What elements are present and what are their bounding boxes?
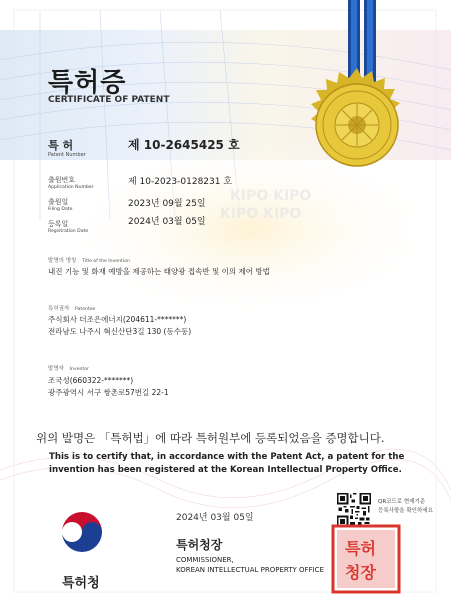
declaration-english-line2: invention has been registered at the Korean Intellectual Property Office. — [49, 465, 402, 475]
filing-date-label-en: Filing Date — [48, 207, 73, 212]
gold-seal-icon — [298, 66, 416, 184]
registration-date-value: 2024년 03월 05일 — [128, 217, 206, 227]
inventor-name: 조국성(660322-*******) — [48, 376, 134, 385]
qr-note-line1: QR코드로 현재기준 — [378, 499, 426, 505]
patent-number-label-en: Patent Number — [48, 152, 86, 158]
svg-text:특허: 특허 — [345, 539, 376, 558]
declaration-english-line1: This is to certify that, in accordance with the Patent Act, a patent for the — [49, 452, 405, 462]
filing-date-label: 출원일 — [48, 198, 69, 206]
commissioner-title: 특허청장 — [176, 538, 223, 552]
application-number-value: 제 10-2023-0128231 호 — [128, 177, 233, 187]
patentee-address: 전라남도 나주시 혁신산단3길 130 (동수동) — [48, 327, 192, 336]
certificate-title-en: CERTIFICATE OF PATENT — [48, 95, 170, 105]
registration-date-label-en: Registration Date — [48, 229, 89, 234]
application-number-label-en: Application Number — [48, 185, 94, 190]
application-number-label: 출원번호 — [48, 176, 76, 184]
commissioner-title-en-line2: KOREAN INTELLECTUAL PROPERTY OFFICE — [176, 566, 324, 574]
svg-text:KIPO KIPO: KIPO KIPO — [220, 206, 302, 222]
patentee-label-en: Patentee — [75, 307, 96, 312]
qr-note-line2: 등록사항을 확인하세요 — [378, 508, 433, 514]
official-seal-stamp-icon — [331, 524, 401, 594]
svg-text:KIPO KIPO: KIPO KIPO — [230, 188, 312, 204]
invention-title-label-ko: 발명의 명칭 — [48, 258, 77, 264]
declaration-korean: 위의 발명은 「특허법」에 따라 특허원부에 등록되었음을 증명합니다. — [36, 431, 385, 445]
inventor-label-ko: 발명자 — [48, 366, 64, 372]
certificate-title: 특허증 — [48, 68, 127, 98]
patentee-label — [48, 304, 95, 312]
patent-number-value: 제 10-2645425 호 — [128, 138, 240, 152]
patentee-label-ko: 특허권자 — [48, 306, 70, 312]
office-name: 특허청 — [62, 576, 100, 591]
issue-date: 2024년 03월 05일 — [176, 513, 254, 523]
commissioner-title-en-line1: COMMISSIONER, — [176, 556, 234, 564]
inventor-address: 광주광역시 서구 쌍촌로57번길 22-1 — [48, 388, 169, 397]
inventor-label — [48, 364, 89, 372]
patent-number-label: 특 허 — [48, 139, 74, 152]
svg-text:청장: 청장 — [345, 563, 376, 582]
invention-title-label — [48, 256, 130, 264]
qr-code-icon[interactable] — [337, 493, 371, 527]
invention-title-label-en: Title of the Invention — [82, 259, 130, 264]
inventor-label-en: Inventor — [69, 367, 89, 372]
filing-date-value: 2023년 09월 25일 — [128, 199, 206, 209]
registration-date-label: 등록일 — [48, 220, 69, 228]
kipo-emblem-icon — [58, 510, 106, 558]
patentee-name: 주식회사 더조은에너지(204611-*******) — [48, 315, 187, 324]
invention-title-value: 내진 기능 및 화재 예방을 제공하는 태양광 접속반 및 이의 제어 방법 — [48, 267, 270, 276]
